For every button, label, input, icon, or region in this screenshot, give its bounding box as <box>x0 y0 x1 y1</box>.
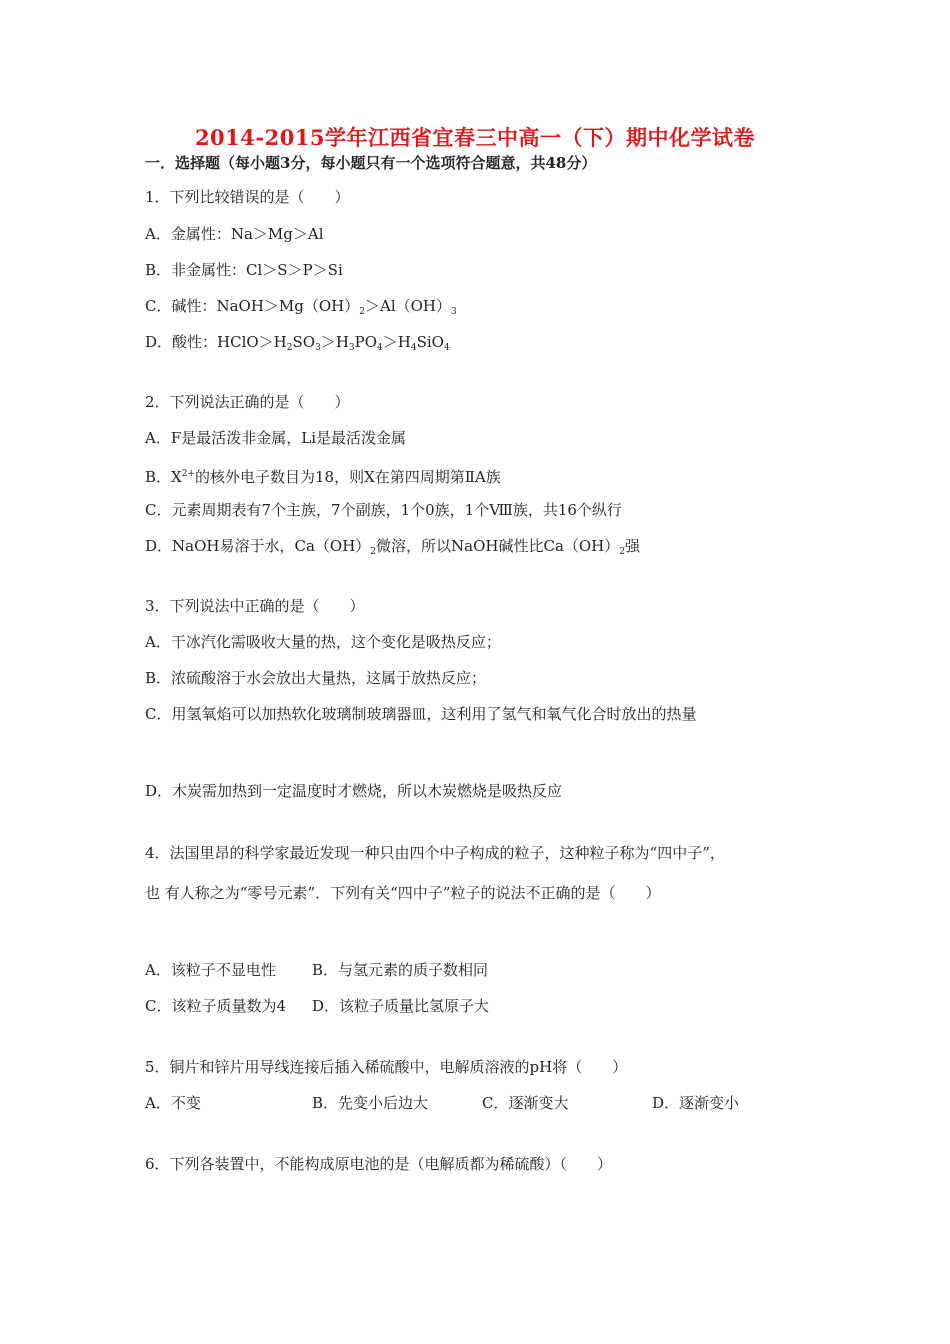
q3-option-b: B．浓硫酸溶于水会放出大量热，这属于放热反应； <box>145 669 487 687</box>
q2-option-d <box>145 536 640 562</box>
q1-c-text2: ＞Al（OH） <box>365 297 452 315</box>
q3-option-d: D．木炭需加热到一定温度时才燃烧，所以木炭燃烧是吸热反应 <box>145 782 563 800</box>
q3-option-a: A．干冰汽化需吸收大量的热，这个变化是吸热反应； <box>145 633 501 651</box>
q5-option-d: D．逐渐变小 <box>652 1094 740 1112</box>
q1-d-sub4: 4 <box>377 343 383 353</box>
q1-d-sub3: 3 <box>348 343 355 353</box>
q3-stem: 3．下列说法中正确的是（ ） <box>145 597 365 615</box>
q1-option-a: A．金属性：Na＞Mg＞Al <box>145 225 324 243</box>
q1-d-sub2: 3 <box>315 343 321 353</box>
q2-d-text3: 强 <box>625 537 641 555</box>
q2-d-text1: D．NaOH易溶于水，Ca（OH） <box>145 537 371 555</box>
q2-stem: 2．下列说法正确的是（ ） <box>145 393 350 411</box>
q1-d-text5: ＞H <box>382 333 411 351</box>
q1-option-d <box>145 332 450 358</box>
q3-option-c: C．用氢氧焰可以加热软化玻璃制玻璃器皿，这利用了氢气和氧气化合时放出的热量 <box>145 705 697 723</box>
q1-d-text4: PO <box>354 333 378 351</box>
q2-b-text1: B．X <box>145 468 182 486</box>
q1-c-sub2: 3 <box>451 307 457 317</box>
q1-stem: 1．下列比较错误的是（ ） <box>145 188 350 206</box>
q2-option-c: C．元素周期表有7个主族，7个副族，1个0族，1个Ⅷ族，共16个纵行 <box>145 501 622 519</box>
q2-option-b <box>145 464 501 487</box>
q1-option-c <box>145 296 457 322</box>
q5-option-a: A．不变 <box>145 1094 201 1112</box>
q4-option-d: D．该粒子质量比氢原子大 <box>312 997 490 1015</box>
q1-d-sub5: 4 <box>410 343 417 353</box>
q1-d-text1: D．酸性：HClO＞H <box>145 333 287 351</box>
q1-d-sub6: 4 <box>443 343 450 353</box>
q1-d-sub1: 2 <box>286 343 293 353</box>
q4-option-b: B．与氢元素的质子数相同 <box>312 961 489 979</box>
q5-stem: 5．铜片和锌片用导线连接后插入稀硫酸中，电解质溶液的pH将（ ） <box>145 1058 628 1076</box>
q2-b-sup: 2+ <box>181 469 195 479</box>
q2-d-sub1: 2 <box>370 547 377 557</box>
section-header: 一．选择题（每小题3分，每小题只有一个选项符合题意，共48分） <box>145 154 597 172</box>
q2-d-text2: 微溶，所以NaOH碱性比Ca（OH） <box>376 537 620 555</box>
q1-c-text1: C．碱性：NaOH＞Mg（OH） <box>145 297 360 315</box>
q2-d-sub2: 2 <box>619 547 625 557</box>
q5-option-c: C．逐渐变大 <box>482 1094 569 1112</box>
q1-c-sub1: 2 <box>359 307 365 317</box>
q5-option-b: B．先变小后边大 <box>312 1094 429 1112</box>
exam-title: 2014-2015学年江西省宜春三中高一（下）期中化学试卷 <box>194 125 756 150</box>
q1-d-text3: ＞H <box>320 333 349 351</box>
q4-option-a: A．该粒子不显电性 <box>145 961 276 979</box>
q4-stem-line2: 也 有人称之为“零号元素”．下列有关“四中子”粒子的说法不正确的是（ ） <box>145 884 661 902</box>
q1-d-text2: SO <box>292 333 316 351</box>
q1-d-text6: SiO <box>416 333 444 351</box>
q2-option-a: A．F是最活泼非金属，Li是最活泼金属 <box>145 429 407 447</box>
q1-option-b: B．非金属性：Cl＞S＞P＞Si <box>145 261 343 279</box>
q6-stem: 6．下列各装置中，不能构成原电池的是（电解质都为稀硫酸）（ ） <box>145 1155 613 1173</box>
q2-b-text2: 的核外电子数目为18，则X在第四周期第ⅡA族 <box>194 468 501 486</box>
q4-option-c: C．该粒子质量数为4 <box>145 997 287 1015</box>
q4-stem-line1: 4．法国里昂的科学家最近发现一种只由四个中子构成的粒子，这种粒子称为“四中子”， <box>145 844 725 862</box>
